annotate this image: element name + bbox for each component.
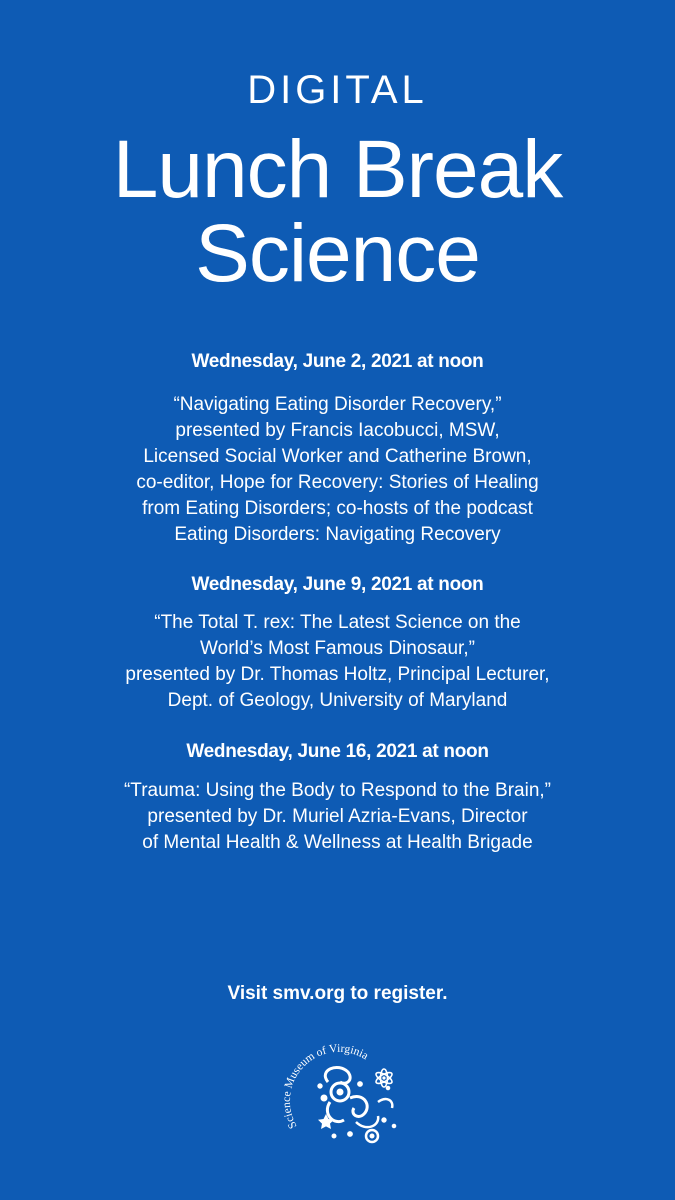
event-3-line: of Mental Health & Wellness at Health Brigade: [142, 832, 533, 853]
swirl-flourish-logo-icon: [318, 1067, 396, 1142]
event-2-date: Wednesday, June 9, 2021 at noon: [191, 574, 484, 595]
event-2-line: World’s Most Famous Dinosaur,”: [200, 638, 475, 659]
event-1-line: presented by Francis Iacobucci, MSW,: [175, 420, 500, 441]
event-1-line: Licensed Social Worker and Catherine Brown,: [143, 446, 532, 467]
science-museum-logo: [268, 1040, 418, 1152]
register-cta[interactable]: Visit smv.org to register.: [227, 983, 448, 1004]
event-1-line: Eating Disorders: Navigating Recovery: [174, 524, 501, 545]
event-2-line: presented by Dr. Thomas Holtz, Principal Lecturer,: [125, 664, 550, 685]
event-3-description: [0, 778, 675, 856]
event-2-line: “The Total T. rex: The Latest Science on the: [154, 612, 521, 633]
title-line-2: Science: [195, 208, 480, 299]
event-1-description: [0, 392, 675, 548]
event-1-date: Wednesday, June 2, 2021 at noon: [191, 351, 484, 372]
title-line-1: Lunch Break: [112, 124, 563, 215]
event-3-line: presented by Dr. Muriel Azria-Evans, Director: [147, 806, 528, 827]
event-2-description: [0, 610, 675, 714]
kicker-text: DIGITAL: [247, 68, 428, 112]
logo-text: Science Museum of Virginia: [280, 1042, 371, 1131]
event-3-line: “Trauma: Using the Body to Respond to the Brain,”: [123, 780, 551, 801]
event-3-date: Wednesday, June 16, 2021 at noon: [186, 741, 489, 762]
event-1-line: co-editor, Hope for Recovery: Stories of Healing: [136, 472, 539, 493]
event-1-line: from Eating Disorders; co-hosts of the podcast: [142, 498, 533, 519]
event-1-line: “Navigating Eating Disorder Recovery,”: [173, 394, 502, 415]
event-2-line: Dept. of Geology, University of Maryland: [167, 690, 508, 711]
